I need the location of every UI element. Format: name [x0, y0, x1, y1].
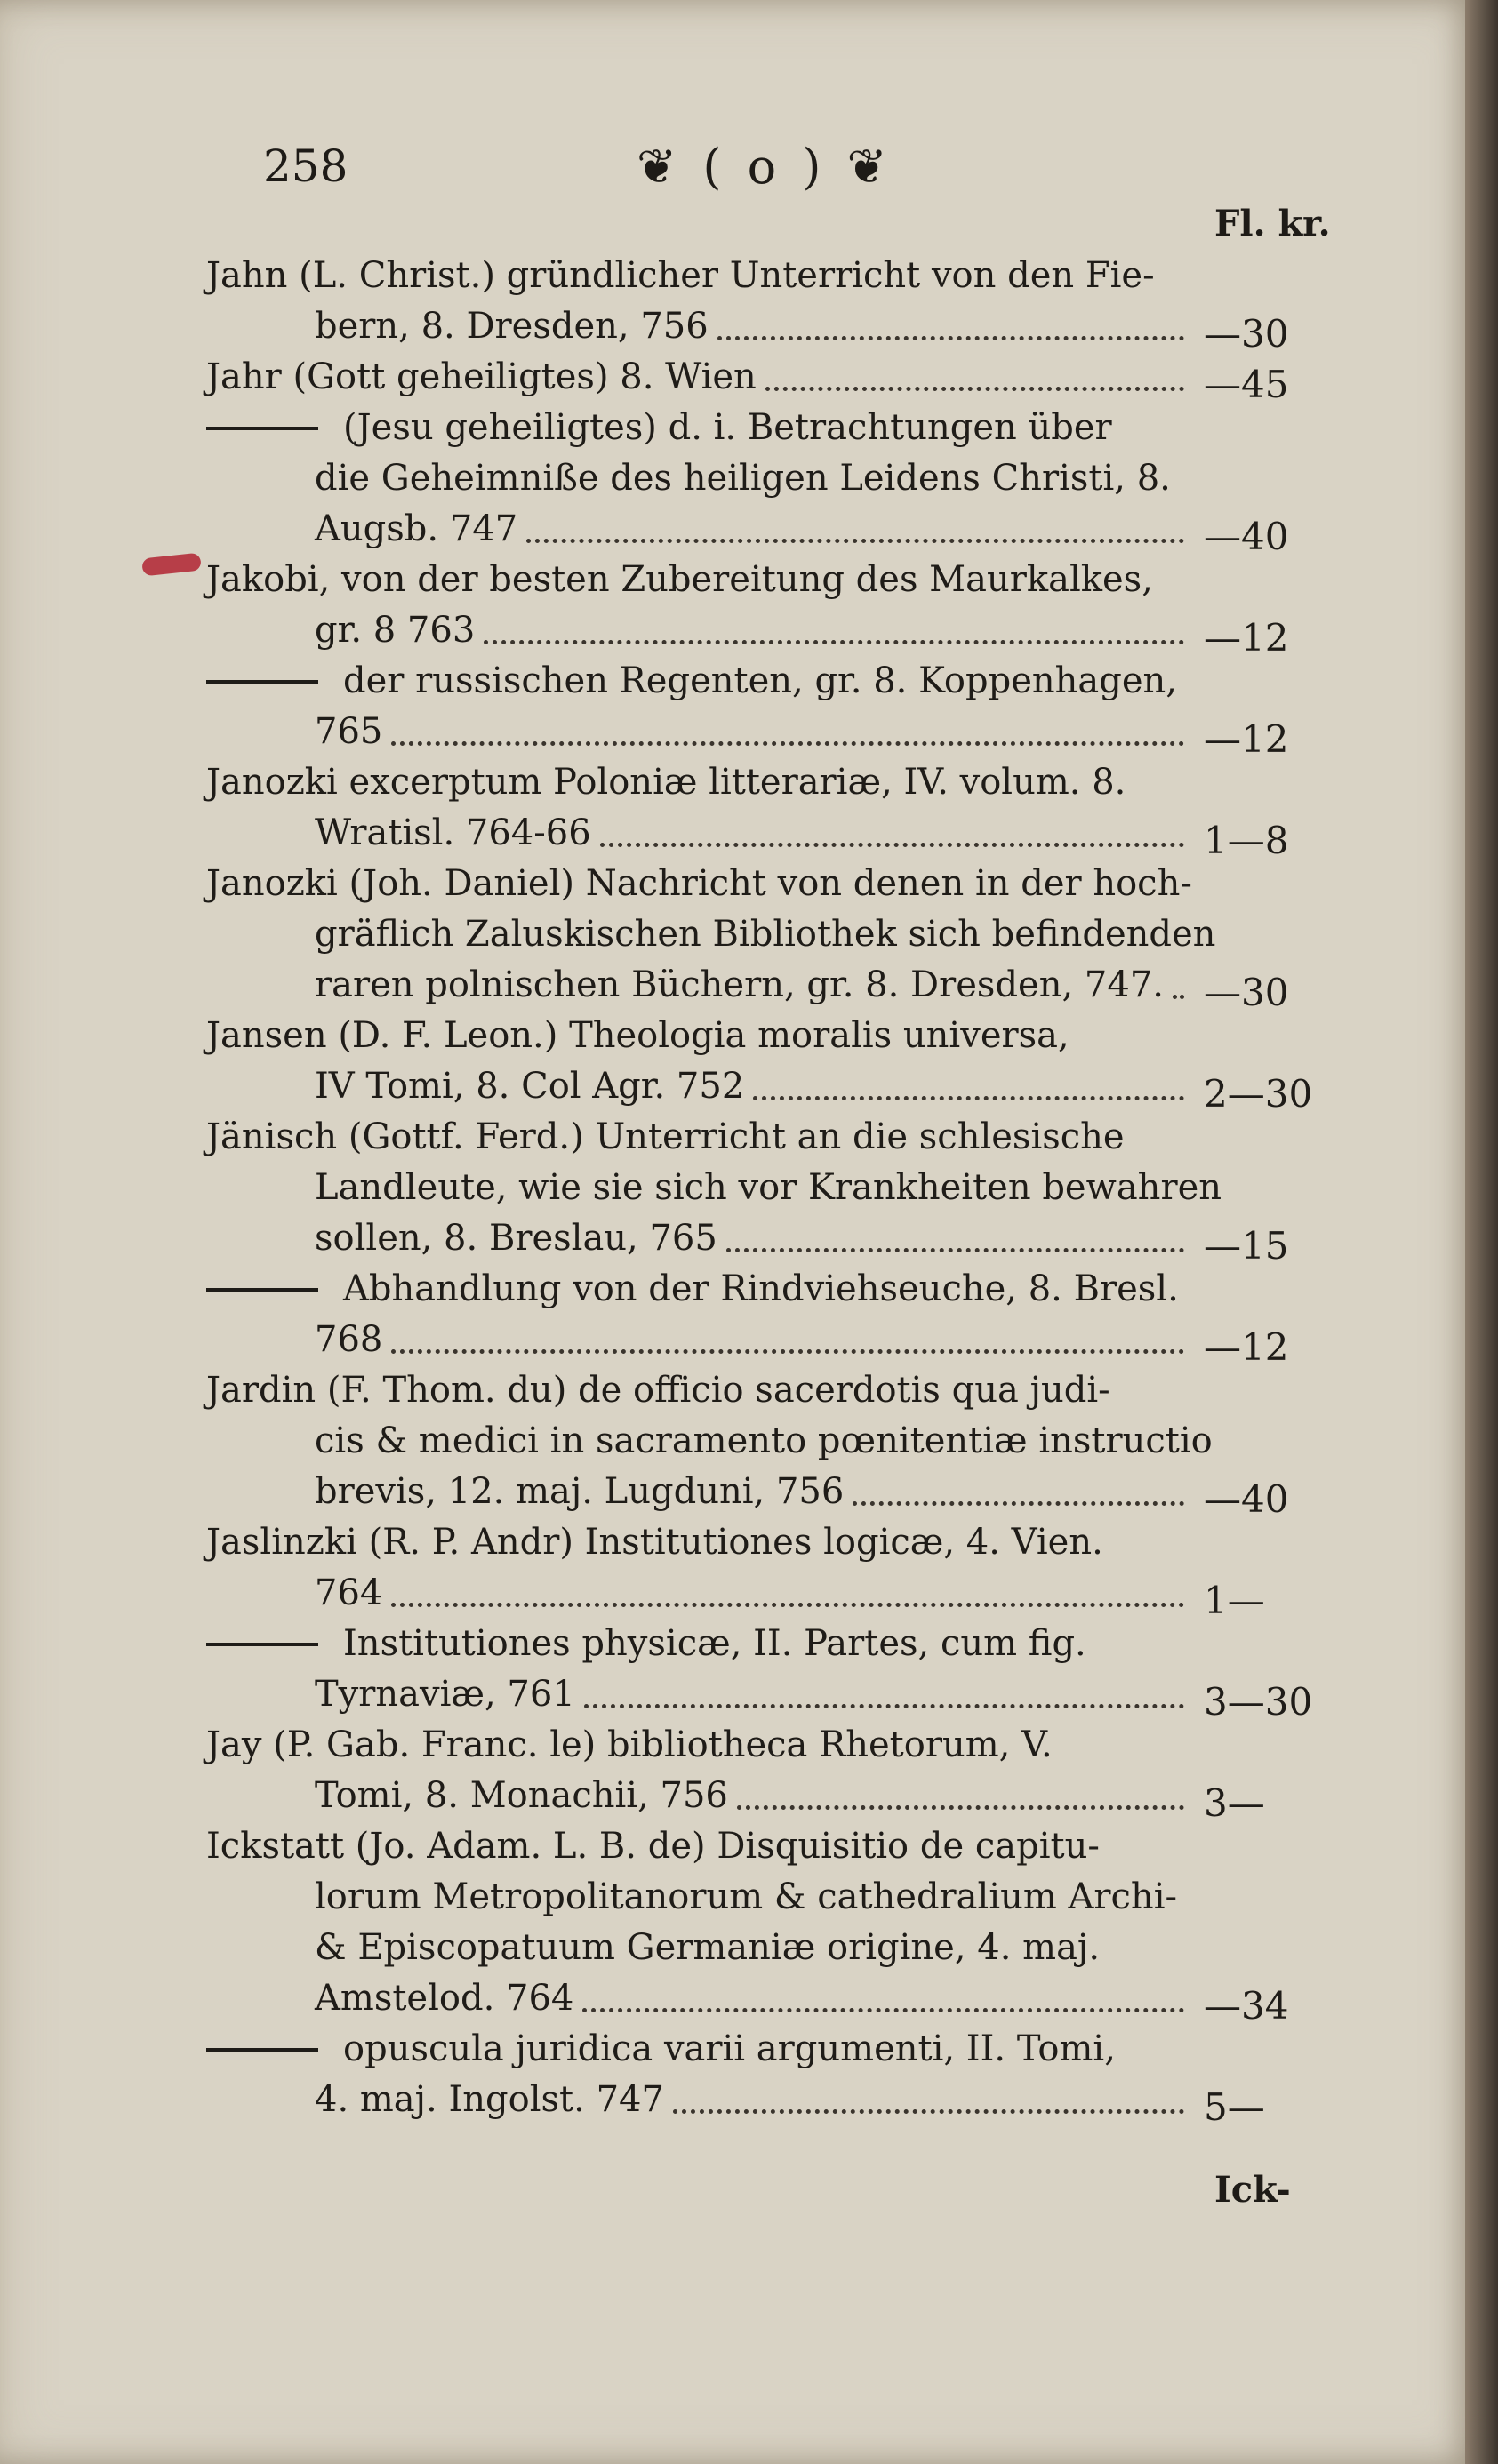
dot-leader [526, 488, 1184, 543]
entry-text [315, 808, 591, 859]
entry-price: 3— [1204, 1781, 1265, 1825]
entry-line-text: Tyrnaviæ, 761 [315, 1674, 575, 1715]
entry-line-text: Janozki excerptum Poloniæ litterariæ, IV. volum. 8. [206, 762, 1126, 803]
entry-price: 2—30 [1204, 1072, 1313, 1116]
entry-price: —30 [1204, 312, 1289, 356]
entry-price: —12 [1204, 616, 1289, 660]
entry-line-text: der russischen Regenten, gr. 8. Koppenhagen, [343, 660, 1177, 701]
entry-line-text: Tomi, 8. Monachii, 756 [315, 1775, 728, 1816]
dot-leader [765, 336, 1184, 391]
entry-price: 1—8 [1204, 819, 1289, 862]
entry-text [315, 1973, 573, 2024]
entry-line-text: cis & medici in sacramento pœnitentiæ instructio [315, 1420, 1213, 1461]
dot-leader [753, 1045, 1184, 1100]
entry-price: —40 [1204, 1477, 1289, 1521]
entry-line-text: Ickstatt (Jo. Adam. L. B. de) Disquisitio de capitu- [206, 1826, 1100, 1867]
entry-line-text: Jay (P. Gab. Franc. le) bibliotheca Rhetorum, V. [206, 1724, 1053, 1765]
dot-leader [737, 1755, 1184, 1810]
book-gutter [1465, 0, 1498, 2464]
entry-text [315, 2075, 664, 2125]
catchword: Ick- [1214, 2169, 1291, 2211]
entry-line-text: Jänisch (Gottf. Ferd.) Unterricht an die schlesische [206, 1116, 1125, 1157]
entry-line-text: Jakobi, von der besten Zubereitung des Maurkalkes, [206, 559, 1153, 600]
entry-line-text: Wratisl. 764-66 [315, 812, 591, 853]
page-header [263, 133, 1330, 204]
price-column-heading: Fl. kr. [1214, 203, 1331, 244]
dot-leader [484, 589, 1184, 644]
entry-line-text: (Jesu geheiligtes) d. i. Betrachtungen über [343, 407, 1112, 448]
entry-line-text: raren polnischen Büchern, gr. 8. Dresden, 747. [315, 964, 1164, 1005]
ditto-rule [206, 680, 318, 684]
entry-line-text: Jansen (D. F. Leon.) Theologia moralis universa, [206, 1015, 1069, 1056]
entry-text [206, 1112, 1125, 1163]
entry-text [315, 960, 1164, 1011]
entry-line-text: 4. maj. Ingolst. 747 [315, 2079, 664, 2120]
entry-price: —15 [1204, 1224, 1289, 1268]
entry-line-text: Jaslinzki (R. P. Andr) Institutiones logicæ, 4. Vien. [206, 1522, 1103, 1563]
dot-leader [582, 1957, 1184, 2012]
entry-text [315, 1771, 728, 1821]
entry-line-text: 765 [315, 711, 383, 752]
entry-line-text: gr. 8 763 [315, 610, 476, 651]
entry-line-text: Jardin (F. Thom. du) de officio sacerdotis qua judi- [206, 1370, 1110, 1411]
entry-line-text: Janozki (Joh. Daniel) Nachricht von denen in der hoch- [206, 863, 1192, 904]
entry-text [315, 1872, 1177, 1923]
entry-text [206, 1821, 1100, 1872]
dot-leader [726, 1197, 1184, 1252]
dot-leader [717, 285, 1184, 340]
entry-text [315, 1669, 575, 1720]
entry-line-text: IV Tomi, 8. Col Agr. 752 [315, 1066, 745, 1107]
entry-price: —30 [1204, 971, 1289, 1014]
running-head: ❦ ( o ) ❦ [637, 139, 893, 195]
entry-line-text: die Geheimniße des heiligen Leidens Christi, 8. [315, 458, 1171, 499]
entry-text [315, 1213, 717, 1264]
entry-text [315, 1568, 382, 1619]
entry-line-text: Landleute, wie sie sich vor Krankheiten bewahren [315, 1167, 1222, 1208]
entry-price: —40 [1204, 515, 1289, 558]
dot-leader [391, 1552, 1184, 1607]
entry-text [315, 909, 1215, 960]
entry-line-text: Institutiones physicæ, II. Partes, cum fig. [343, 1623, 1086, 1664]
entry-price: 3—30 [1204, 1680, 1313, 1724]
entry-line-text: Jahn (L. Christ.) gründlicher Unterricht von den Fie- [206, 255, 1155, 296]
entry-text [315, 1315, 382, 1365]
dot-leader [853, 1451, 1184, 1506]
entry-text [315, 1061, 744, 1112]
entry-text [315, 707, 382, 757]
dot-leader [600, 792, 1184, 847]
ditto-rule [206, 1288, 318, 1292]
entry-line-text: 768 [315, 1319, 383, 1360]
entry-price: —34 [1204, 1984, 1289, 2028]
entry-text [206, 352, 757, 403]
entry-line-text: sollen, 8. Breslau, 765 [315, 1218, 717, 1259]
entry-price: 5— [1204, 2085, 1265, 2129]
entry-line-text: lorum Metropolitanorum & cathedralium Archi- [315, 1876, 1177, 1917]
entry-price: —12 [1204, 1325, 1289, 1369]
ditto-rule [206, 1643, 318, 1646]
entry-line-text: Abhandlung von der Rindviehseuche, 8. Bresl. [343, 1268, 1179, 1309]
ditto-rule [206, 427, 318, 430]
entry-text [315, 504, 517, 555]
dot-leader [673, 2059, 1184, 2114]
dot-leader [1173, 944, 1184, 999]
entry-price: —12 [1204, 717, 1289, 761]
entry-text [206, 859, 1192, 909]
entry-line-text: Augsb. 747 [315, 508, 518, 549]
entry-line-text: Amstelod. 764 [315, 1978, 574, 2019]
entry-price: 1— [1204, 1579, 1265, 1622]
entry-line-text: bern, 8. Dresden, 756 [315, 306, 709, 347]
entry-text [315, 1467, 844, 1517]
entry-line-text: 764 [315, 1572, 383, 1613]
entry-text [315, 301, 709, 352]
red-ink-mark [141, 553, 202, 577]
entry-text [206, 1365, 1110, 1416]
entry-price: —45 [1204, 363, 1289, 406]
dot-leader [391, 1299, 1184, 1354]
dot-leader [584, 1653, 1184, 1708]
entry-text [206, 403, 1112, 453]
entry-text [315, 605, 475, 656]
entry-line-text: opuscula juridica varii argumenti, II. Tomi, [343, 2028, 1116, 2069]
entry-line-text: Jahr (Gott geheiligtes) 8. Wien [206, 356, 757, 397]
page-number: 258 [263, 140, 348, 192]
entry-line-text: brevis, 12. maj. Lugduni, 756 [315, 1471, 845, 1512]
entry-line-text: gräflich Zaluskischen Bibliothek sich befindenden [315, 914, 1216, 955]
ditto-rule [206, 2048, 318, 2052]
entry-line-text: & Episcopatuum Germaniæ origine, 4. maj. [315, 1927, 1101, 1968]
dot-leader [391, 691, 1184, 746]
